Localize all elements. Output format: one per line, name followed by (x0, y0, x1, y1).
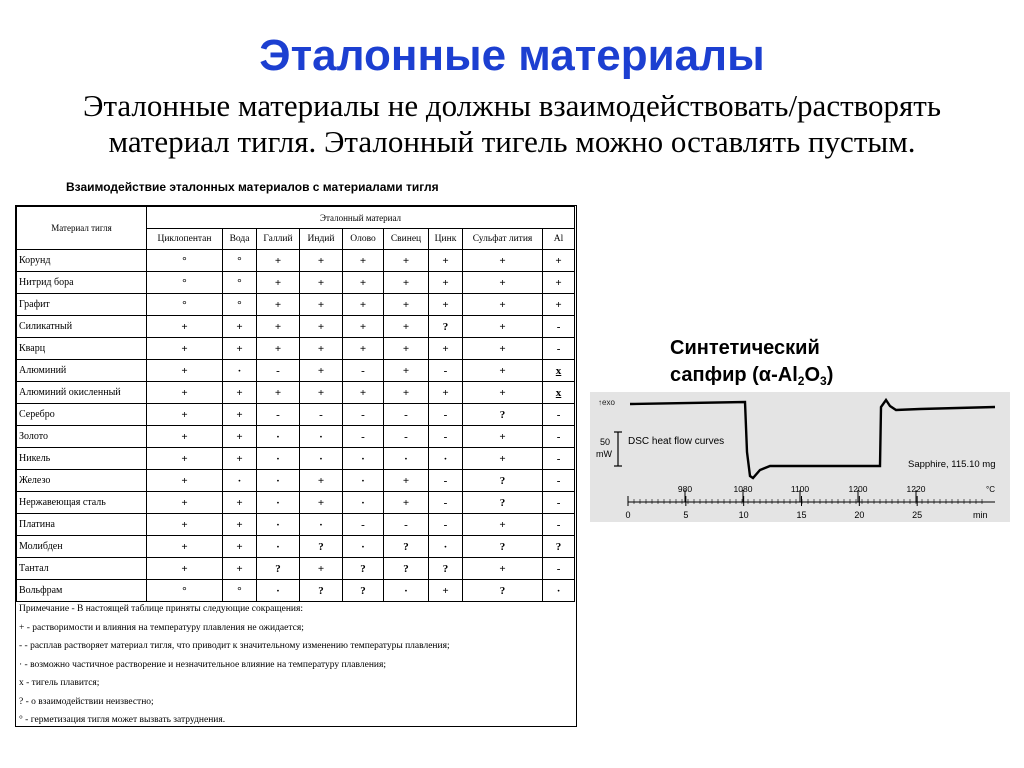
table-row (17, 338, 575, 360)
table-row (17, 470, 575, 492)
compatibility-cell: · (543, 580, 575, 602)
compatibility-cell: - (343, 514, 384, 536)
compatibility-cell: + (543, 250, 575, 272)
time-tick-label: 5 (683, 510, 689, 520)
compatibility-cell: + (147, 492, 223, 514)
compatibility-cell: · (300, 514, 343, 536)
time-unit: min (973, 510, 988, 520)
crucible-material-cell: Тантал (17, 558, 147, 580)
compatibility-cell: - (543, 426, 575, 448)
compatibility-cell: + (300, 272, 343, 294)
compatibility-cell: + (463, 338, 543, 360)
formula-subscript-3: 3 (820, 374, 827, 388)
compatibility-cell: · (343, 470, 384, 492)
sapphire-label (670, 335, 833, 395)
column-header: Вода (223, 229, 257, 250)
crucible-material-header: Материал тигля (17, 207, 147, 250)
sapphire-label-line-2 (670, 362, 833, 395)
table-row (17, 382, 575, 404)
compatibility-cell: ? (300, 580, 343, 602)
note-line: - - расплав растворяет материал тигля, что приводит к значительному изменению температуры плавления; (19, 641, 450, 651)
compatibility-cell: - (343, 426, 384, 448)
compatibility-cell: · (257, 448, 300, 470)
compatibility-cell: · (257, 470, 300, 492)
column-header: Циклопентан (147, 229, 223, 250)
compatibility-cell: + (147, 404, 223, 426)
compatibility-cell: · (257, 426, 300, 448)
crucible-material-cell: Платина (17, 514, 147, 536)
crucible-material-cell: Корунд (17, 250, 147, 272)
compatibility-cell: - (343, 360, 384, 382)
compatibility-cell: + (384, 470, 429, 492)
compatibility-cell: - (429, 470, 463, 492)
compatibility-cell: ° (223, 272, 257, 294)
temperature-tick-label: 1200 (848, 484, 868, 494)
compatibility-cell: ° (147, 294, 223, 316)
compatibility-cell: + (300, 558, 343, 580)
note-line: ? - о взаимодействии неизвестно; (19, 696, 154, 707)
crucible-material-cell: Нержавеющая сталь (17, 492, 147, 514)
table-row (17, 360, 575, 382)
scale-unit: mW (596, 449, 612, 459)
table-row (17, 426, 575, 448)
compatibility-cell: · (384, 448, 429, 470)
table-heading: Взаимодействие эталонных материалов с материалами тигля (66, 180, 439, 194)
compatibility-cell: + (384, 360, 429, 382)
note-line: Примечание - В настоящей таблице приняты следующие сокращения: (19, 604, 304, 614)
compatibility-cell: ? (463, 470, 543, 492)
compatibility-cell: · (300, 448, 343, 470)
compatibility-cell: + (147, 360, 223, 382)
crucible-material-cell: Нитрид бора (17, 272, 147, 294)
compatibility-cell: + (223, 558, 257, 580)
compatibility-cell: ? (257, 558, 300, 580)
dsc-chart (590, 392, 1010, 522)
compatibility-cell: + (223, 536, 257, 558)
compatibility-cell: + (429, 382, 463, 404)
compatibility-cell: + (223, 448, 257, 470)
compatibility-cell: - (543, 492, 575, 514)
compatibility-cell: + (543, 294, 575, 316)
sapphire-formula-prefix: сапфир (α-Al (670, 364, 798, 386)
compatibility-cell: - (257, 404, 300, 426)
compatibility-cell: · (384, 580, 429, 602)
compatibility-cell: + (300, 250, 343, 272)
compatibility-cell: + (257, 382, 300, 404)
compatibility-cell: ? (384, 558, 429, 580)
compatibility-cell: + (343, 316, 384, 338)
compatibility-cell: + (147, 316, 223, 338)
compatibility-cell: + (384, 272, 429, 294)
compatibility-cell: + (223, 426, 257, 448)
table-row (17, 448, 575, 470)
compatibility-cell: · (257, 514, 300, 536)
compatibility-cell: + (300, 492, 343, 514)
table-row (17, 294, 575, 316)
time-tick-label: 15 (796, 510, 807, 520)
compatibility-cell: + (463, 426, 543, 448)
compatibility-cell: + (257, 272, 300, 294)
compatibility-cell: - (543, 558, 575, 580)
table-row (17, 514, 575, 536)
compatibility-cell: + (300, 338, 343, 360)
column-header: Свинец (384, 229, 429, 250)
compatibility-cell: · (343, 448, 384, 470)
compatibility-cell: + (147, 448, 223, 470)
crucible-material-cell: Силикатный (17, 316, 147, 338)
temperature-tick-label: 980 (677, 484, 693, 494)
compatibility-cell: - (300, 404, 343, 426)
compatibility-cell: · (429, 448, 463, 470)
compatibility-cell: + (300, 316, 343, 338)
compatibility-cell: + (257, 250, 300, 272)
compatibility-cell: ? (463, 492, 543, 514)
compatibility-cell: + (300, 360, 343, 382)
compatibility-cell: + (463, 316, 543, 338)
compatibility-cell: + (343, 272, 384, 294)
compatibility-cell: - (429, 426, 463, 448)
compatibility-cell: + (343, 250, 384, 272)
curve-label: DSC heat flow curves (628, 436, 725, 447)
compatibility-cell: + (384, 382, 429, 404)
compatibility-cell: ? (343, 580, 384, 602)
crucible-material-cell: Вольфрам (17, 580, 147, 602)
compatibility-cell: + (463, 382, 543, 404)
compatibility-cell: ? (429, 316, 463, 338)
compatibility-cell: ° (147, 250, 223, 272)
compatibility-cell: - (543, 448, 575, 470)
compatibility-cell: ? (463, 580, 543, 602)
compatibility-cell: · (223, 360, 257, 382)
formula-subscript-2: 2 (797, 374, 805, 388)
sample-label: Sapphire, 115.10 mg (908, 459, 996, 470)
compatibility-cell: - (384, 426, 429, 448)
column-header: Олово (343, 229, 384, 250)
compatibility-cell: ? (343, 558, 384, 580)
compatibility-cell: + (463, 514, 543, 536)
compatibility-cell: - (543, 404, 575, 426)
compatibility-cell: x (543, 382, 575, 404)
column-header: Сульфат лития (463, 229, 543, 250)
scale-value: 50 (600, 437, 611, 447)
reference-material-header: Эталонный материал (147, 207, 575, 229)
compatibility-cell: - (429, 404, 463, 426)
compatibility-cell: + (147, 426, 223, 448)
compatibility-cell: ° (223, 250, 257, 272)
compatibility-cell: - (257, 360, 300, 382)
table-notes (19, 600, 571, 730)
column-header: Цинк (429, 229, 463, 250)
compatibility-cell: + (384, 294, 429, 316)
compatibility-cell: - (543, 514, 575, 536)
compatibility-cell: + (429, 338, 463, 360)
subtitle-line-1: Эталонные материалы не должны взаимодействовать/растворять (83, 88, 941, 123)
compatibility-cell: + (463, 272, 543, 294)
compatibility-cell: ? (429, 558, 463, 580)
compatibility-cell: · (257, 580, 300, 602)
compatibility-cell: + (343, 338, 384, 360)
compatibility-cell: · (429, 536, 463, 558)
slide-subtitle (30, 88, 994, 160)
compatibility-cell: + (343, 294, 384, 316)
table-row (17, 272, 575, 294)
compatibility-cell: ° (147, 272, 223, 294)
column-header: Галлий (257, 229, 300, 250)
compatibility-cell: + (463, 250, 543, 272)
compatibility-cell: - (429, 360, 463, 382)
compatibility-cell: + (223, 338, 257, 360)
subtitle-line-2: материал тигля. Эталонный тигель можно оставлять пустым. (108, 124, 916, 159)
compatibility-cell: + (543, 272, 575, 294)
table-body (17, 250, 575, 602)
crucible-material-cell: Алюминий (17, 360, 147, 382)
compatibility-cell: - (543, 316, 575, 338)
compatibility-cell: ? (543, 536, 575, 558)
crucible-material-cell: Графит (17, 294, 147, 316)
compatibility-cell: x (543, 360, 575, 382)
compatibility-cell: - (384, 514, 429, 536)
table-row (17, 404, 575, 426)
compatibility-cell: + (343, 382, 384, 404)
compatibility-cell: + (384, 316, 429, 338)
compatibility-cell: + (463, 448, 543, 470)
compatibility-cell: + (384, 492, 429, 514)
compatibility-cell: + (463, 360, 543, 382)
temperature-tick-label: 1220 (906, 484, 926, 494)
compatibility-cell: ? (463, 404, 543, 426)
table-row (17, 250, 575, 272)
compatibility-cell: + (257, 316, 300, 338)
compatibility-cell: + (147, 558, 223, 580)
compatibility-cell: - (429, 492, 463, 514)
compatibility-cell: + (223, 404, 257, 426)
compatibility-cell: + (257, 338, 300, 360)
compatibility-cell: · (343, 536, 384, 558)
exo-label: ↑exo (598, 398, 615, 407)
compatibility-table (15, 205, 577, 727)
compatibility-cell: + (147, 382, 223, 404)
compatibility-cell: ° (147, 580, 223, 602)
time-tick-label: 25 (912, 510, 923, 520)
compatibility-cell: - (343, 404, 384, 426)
sapphire-label-line-1: Синтетический (670, 337, 820, 359)
compatibility-cell: · (223, 470, 257, 492)
crucible-material-cell: Молибден (17, 536, 147, 558)
table-row (17, 316, 575, 338)
note-line: · - возможно частичное растворение и незначительное влияние на температуру плавления; (19, 659, 387, 670)
crucible-material-cell: Кварц (17, 338, 147, 360)
temperature-unit: °C (986, 485, 995, 494)
compatibility-grid (16, 206, 575, 602)
compatibility-cell: + (429, 294, 463, 316)
compatibility-cell: - (543, 470, 575, 492)
compatibility-cell: + (429, 580, 463, 602)
note-line: + - растворимости и влияния на температуру плавления не ожидается; (19, 622, 304, 633)
time-tick-label: 0 (625, 510, 631, 520)
note-line: ° - герметизация тигля может вызвать затруднения. (19, 715, 226, 725)
temperature-tick-label: 1100 (790, 484, 810, 494)
compatibility-cell: ? (463, 536, 543, 558)
temperature-tick-label: 1080 (733, 484, 753, 494)
time-tick-label: 20 (854, 510, 865, 520)
compatibility-cell: + (257, 294, 300, 316)
column-header: Индий (300, 229, 343, 250)
compatibility-cell: + (463, 558, 543, 580)
dsc-chart-svg (590, 392, 1010, 522)
compatibility-cell: + (384, 250, 429, 272)
compatibility-cell: ° (223, 294, 257, 316)
compatibility-cell: + (147, 338, 223, 360)
compatibility-cell: + (147, 470, 223, 492)
compatibility-cell: ° (223, 580, 257, 602)
compatibility-cell: + (429, 272, 463, 294)
compatibility-cell: · (300, 426, 343, 448)
compatibility-cell: + (223, 316, 257, 338)
compatibility-cell: ? (300, 536, 343, 558)
compatibility-cell: + (429, 250, 463, 272)
compatibility-cell: + (223, 382, 257, 404)
crucible-material-cell: Железо (17, 470, 147, 492)
crucible-material-cell: Серебро (17, 404, 147, 426)
crucible-material-cell: Алюминий окисленный (17, 382, 147, 404)
compatibility-cell: ? (384, 536, 429, 558)
compatibility-cell: · (343, 492, 384, 514)
crucible-material-cell: Никель (17, 448, 147, 470)
table-row (17, 558, 575, 580)
time-tick-label: 10 (738, 510, 749, 520)
compatibility-cell: + (384, 338, 429, 360)
compatibility-cell: · (257, 492, 300, 514)
compatibility-cell: + (147, 536, 223, 558)
table-row (17, 580, 575, 602)
formula-suffix: ) (826, 364, 834, 386)
column-header: Al (543, 229, 575, 250)
compatibility-cell: + (300, 294, 343, 316)
compatibility-cell: - (543, 338, 575, 360)
compatibility-cell: + (147, 514, 223, 536)
compatibility-cell: + (223, 492, 257, 514)
formula-oxygen: O (804, 364, 821, 386)
crucible-material-cell: Золото (17, 426, 147, 448)
compatibility-cell: - (429, 514, 463, 536)
note-line: x - тигель плавится; (19, 678, 100, 688)
compatibility-cell: · (257, 536, 300, 558)
compatibility-cell: - (384, 404, 429, 426)
compatibility-cell: + (223, 514, 257, 536)
slide-title: Эталонные материалы (259, 31, 765, 80)
compatibility-cell: + (300, 470, 343, 492)
table-row (17, 536, 575, 558)
compatibility-cell: + (300, 382, 343, 404)
compatibility-cell: + (463, 294, 543, 316)
table-row (17, 492, 575, 514)
